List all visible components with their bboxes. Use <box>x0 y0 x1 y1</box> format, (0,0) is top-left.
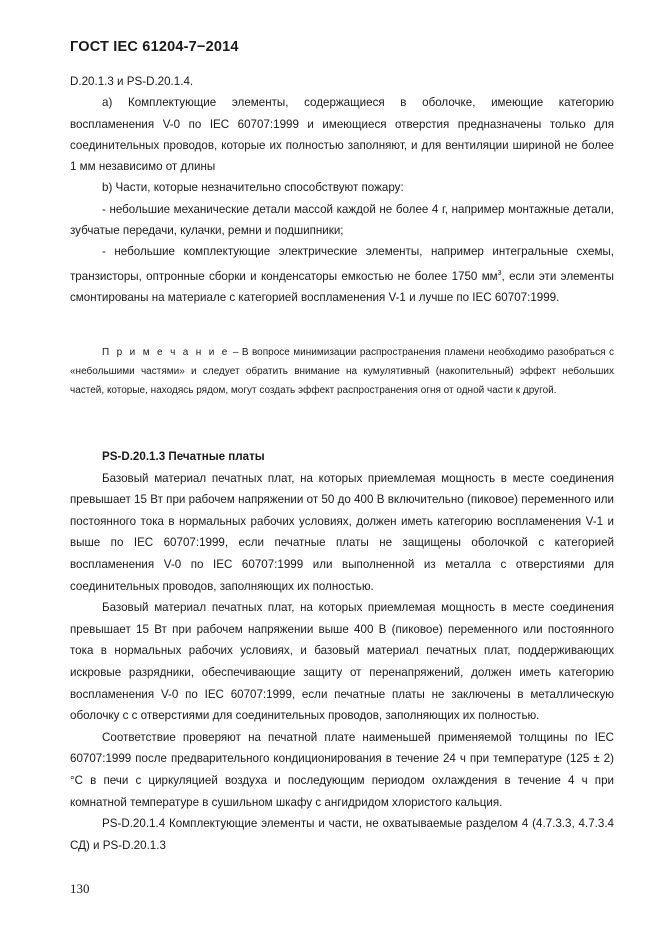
item-b: b) Части, которые незначительно способствуют пожару: <box>102 181 404 195</box>
note-text: – В вопросе минимизации распространения пламени необходимо разобраться с «небольшими частями» и следует обратить внимание на кумулятивный (накопительный) эффект небольших частей, которые, находясь рядом, могут создать эффект распространения огня от одной части к другой. <box>70 347 615 397</box>
note-paragraph <box>70 343 614 401</box>
body-text <box>70 71 614 308</box>
note-label: П р и м е ч а н и е <box>102 347 230 358</box>
section-paragraph-1: Базовый материал печатных плат, на которых приемлемая мощность в месте соединения превышает 15 Вт при рабочем напряжении от 50 до 400 В включительно (пиковое) переменного или постоянного тока в нормальных рабочих условиях, должен иметь категорию воспламенения V-1 и выше по IEC 60707:1999, если печатные платы не защищены оболочкой с категорией воспламенения V-0 по IEC 60707:1999 или выполненной из металла с отверстиями для соединительных проводов, заполняющих их полностью. <box>70 471 614 593</box>
note-block <box>70 343 614 401</box>
section-paragraph-2: Базовый материал печатных плат, на которых приемлемая мощность в месте соединения превышает 15 Вт при рабочем напряжении выше 400 В (пиковое) переменного или постоянного тока в нормальных рабочих условиях, и базовый материал печатных плат, поддерживающих искровые разрядники, обеспечивающие защиту от перенапряжений, должен иметь категорию воспламенения V-0 по IEC 60707:1999, если печатные платы не заключены в металлическую оболочку с с отверстиями для соединительных проводов, заполняющих их полностью. <box>70 601 614 723</box>
bullet-2-text-pre: - небольшие комплектующие электрические элементы, например интегральные схемы, транзисторы, оптронные сборки и конденсаторы емкостью не более 1750 мм <box>70 245 614 283</box>
bullet-small-electrical-parts <box>70 241 614 308</box>
section-heading: PS-D.20.1.3 Печатные платы <box>102 450 265 463</box>
section-paragraph-3: Соответствие проверяют на печатной плате наименьшей применяемой толщины по IEC 60707:1999 после предварительного кондиционирования в течение 24 ч при температуре (125 ± 2) °С в печи с циркуляцией воздуха и последующим периодом охлаждения в течение 4 ч при комнатной температуре в сушильном шкафу с ангидридом хлористого кальция. <box>70 730 614 809</box>
document-header: ГОСТ IEC 61204-7−2014 <box>70 39 239 55</box>
bullet-2-text-post: , если эти элементы смонтированы на материале с категорией воспламенения V-1 и лучше по IEC 60707:1999. <box>70 269 614 304</box>
item-a: а) Комплектующие элементы, содержащиеся в оболочке, имеющие категорию воспламенения V-0 по IEC 60707:1999 и имеющиеся отверстия предназначены только для соединительных проводов, которые их полностью заполняют, и для вентиляции шириной не более 1 мм независимо от длины <box>70 96 614 174</box>
section-printed-boards <box>70 446 614 856</box>
section-paragraph-4: PS-D.20.1.4 Комплектующие элементы и части, не охватываемые разделом 4 (4.7.3.3, 4.7.3.4 СД) и PS-D.20.1.3 <box>70 817 614 852</box>
bullet-small-mechanical-parts: - небольшие механические детали массой каждой не более 4 г, например монтажные детали, зубчатые передачи, кулачки, ремни и подшипники; <box>70 202 614 238</box>
continuation-line: D.20.1.3 и PS-D.20.1.4. <box>70 75 194 88</box>
bullet-2-superscript: 3 <box>497 269 502 277</box>
page-number: 130 <box>70 881 90 896</box>
